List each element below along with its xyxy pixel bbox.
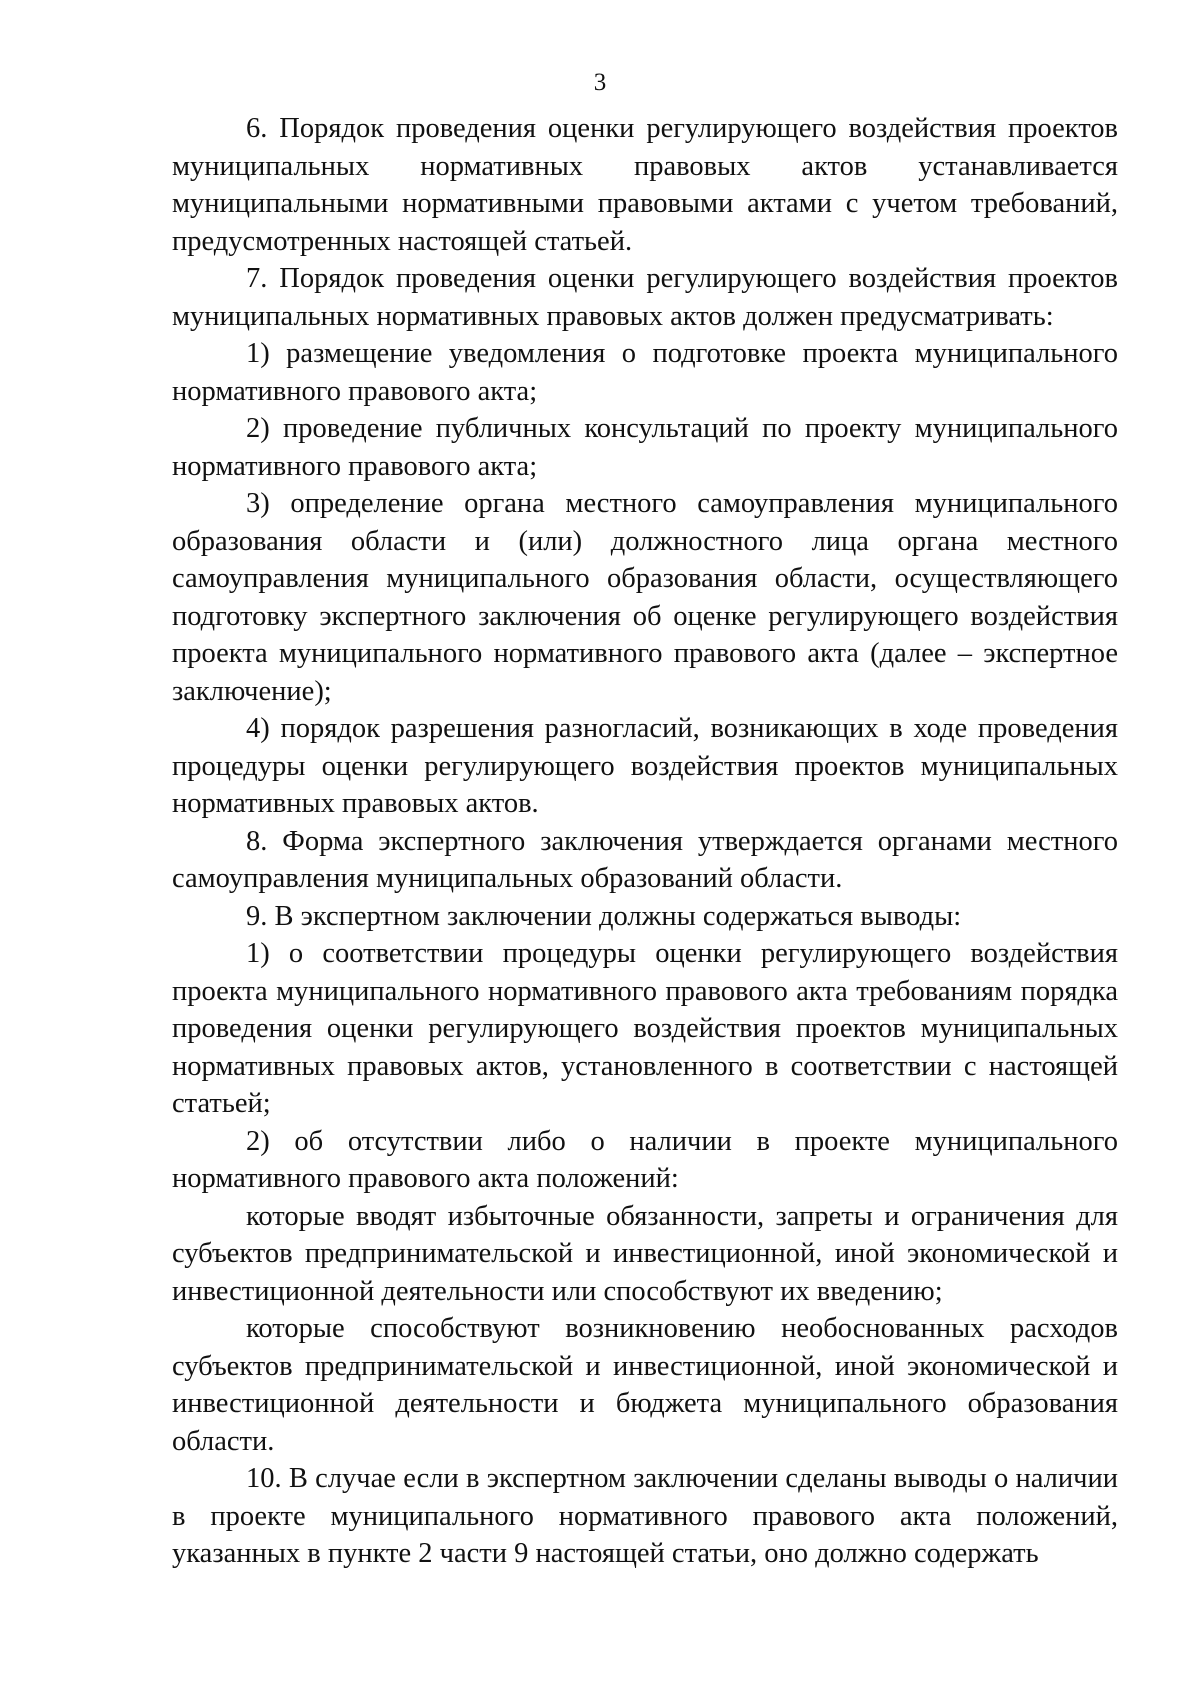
paragraph-9-item-2-sub-1: которые вводят избыточные обязанности, запреты и ограничения для субъектов предпринимательской и инвестиционной, иной экономической и инвестиционной деятельности или способствуют их введению; — [172, 1200, 1118, 1307]
paragraph-9-item-1: 1) о соответствии процедуры оценки регулирующего воздействия проекта муниципального нормативного правового акта требованиям порядка проведения оценки регулирующего воздействия проектов муниципальных нормативных правовых актов, установленного в соответствии с настоящей статьей; — [172, 938, 1118, 1119]
paragraph-7-item-1: 1) размещение уведомления о подготовке проекта муниципального нормативного правового акта; — [172, 338, 1118, 407]
paragraph-7: 7. Порядок проведения оценки регулирующего воздействия проектов муниципальных нормативных правовых актов должен предусматривать: — [172, 263, 1118, 332]
document-body — [172, 110, 1118, 1573]
paragraph-7-item-2: 2) проведение публичных консультаций по проекту муниципального нормативного правового акта; — [172, 413, 1118, 482]
paragraph-7-item-4: 4) порядок разрешения разногласий, возникающих в ходе проведения процедуры оценки регулирующего воздействия проектов муниципальных нормативных правовых актов. — [172, 713, 1118, 819]
paragraph-10: 10. В случае если в экспертном заключении сделаны выводы о наличии в проекте муниципального нормативного правового акта положений, указанных в пункте 2 части 9 настоящей статьи, оно должно содержать — [172, 1463, 1118, 1569]
page-number: 3 — [593, 69, 607, 96]
paragraph-9: 9. В экспертном заключении должны содержаться выводы: — [246, 900, 962, 932]
paragraph-9-item-2-sub-2: которые способствуют возникновению необоснованных расходов субъектов предпринимательской и инвестиционной, иной экономической и инвестиционной деятельности и бюджета муниципального образования области. — [172, 1313, 1118, 1457]
paragraph-7-item-3: 3) определение органа местного самоуправления муниципального образования области и (или) должностного лица органа местного самоуправления муниципального образования области, осуществляющего подготовку экспертного заключения об оценке регулирующего воздействия проекта муниципального нормативного правового акта (далее – экспертное заключение); — [172, 488, 1118, 707]
paragraph-9-item-2: 2) об отсутствии либо о наличии в проекте муниципального нормативного правового акта положений: — [172, 1125, 1118, 1194]
paragraph-6: 6. Порядок проведения оценки регулирующего воздействия проектов муниципальных нормативных правовых актов устанавливается муниципальными нормативными правовыми актами с учетом требований, предусмотренных настоящей статьей. — [172, 113, 1118, 257]
paragraph-8: 8. Форма экспертного заключения утверждается органами местного самоуправления муниципальных образований области. — [172, 825, 1118, 894]
